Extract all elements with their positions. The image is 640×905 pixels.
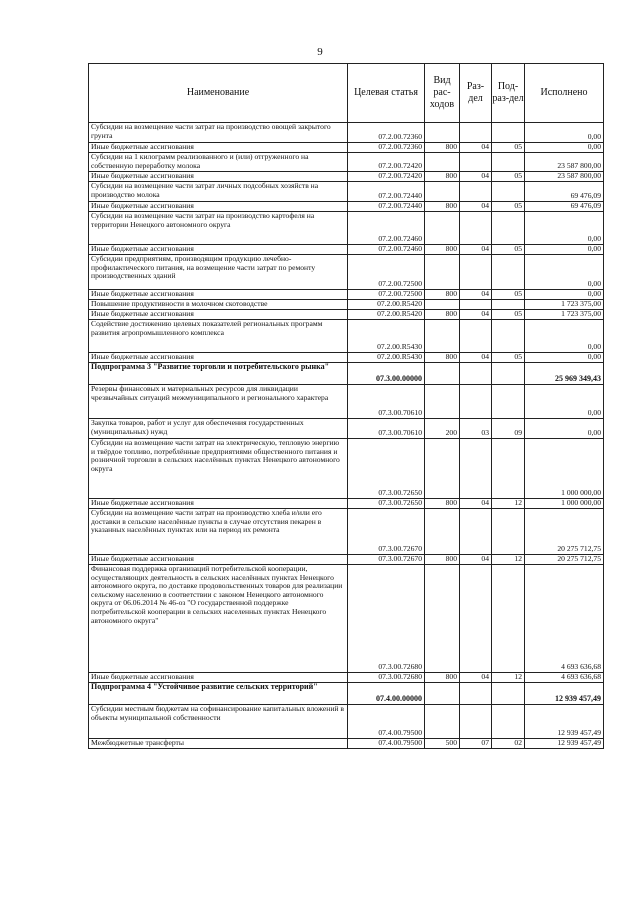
table-row <box>89 172 604 182</box>
row-target-article: 07.2.00.72420 <box>348 172 425 182</box>
row-expense-type: 200 <box>425 419 460 439</box>
table-row <box>89 153 604 172</box>
row-section: 04 <box>460 202 492 212</box>
table-row <box>89 555 604 565</box>
row-section: 04 <box>460 555 492 565</box>
row-subsection: 05 <box>492 310 525 320</box>
table-row <box>89 673 604 683</box>
row-name: Субсидии местным бюджетам на софинансирование капитальных вложений в объекты муниципальной собственности <box>89 705 348 739</box>
row-executed: 1 000 000,00 <box>525 499 604 509</box>
row-executed: 0,00 <box>525 123 604 143</box>
row-section <box>460 385 492 419</box>
row-section <box>460 182 492 202</box>
row-name: Субсидии на 1 килограмм реализованного и (или) отгруженного на собственную переработку молока <box>89 153 348 172</box>
row-name: Иные бюджетные ассигнования <box>89 202 348 212</box>
row-subsection <box>492 320 525 353</box>
row-name: Субсидии на возмещение части затрат на производство овощей закрытого грунта <box>89 123 348 143</box>
row-section <box>460 153 492 172</box>
row-executed: 1 723 375,00 <box>525 310 604 320</box>
row-executed: 69 476,09 <box>525 202 604 212</box>
row-target-article: 07.3.00.72670 <box>348 555 425 565</box>
row-expense-type: 800 <box>425 202 460 212</box>
row-name: Повышение продуктивности в молочном скотоводстве <box>89 300 348 310</box>
row-section: 04 <box>460 290 492 300</box>
row-executed: 0,00 <box>525 353 604 363</box>
row-target-article: 07.2.00.72360 <box>348 123 425 143</box>
row-expense-type <box>425 182 460 202</box>
row-target-article: 07.2.00.R5430 <box>348 353 425 363</box>
row-section <box>460 320 492 353</box>
row-expense-type: 800 <box>425 143 460 153</box>
row-expense-type <box>425 320 460 353</box>
row-section: 07 <box>460 739 492 749</box>
row-expense-type: 800 <box>425 499 460 509</box>
row-name: Закупка товаров, работ и услуг для обеспечения государственных (муниципальных) нужд <box>89 419 348 439</box>
row-target-article: 07.4.00.00000 <box>348 683 425 705</box>
row-name: Подпрограмма 3 "Развитие торговли и потребительского рынка" <box>89 363 348 385</box>
table-row <box>89 300 604 310</box>
row-target-article: 07.2.00.72360 <box>348 143 425 153</box>
row-target-article: 07.4.00.79500 <box>348 705 425 739</box>
row-subsection <box>492 363 525 385</box>
row-executed: 12 939 457,49 <box>525 683 604 705</box>
row-subsection <box>492 153 525 172</box>
row-section: 04 <box>460 499 492 509</box>
row-expense-type <box>425 705 460 739</box>
row-expense-type: 800 <box>425 290 460 300</box>
table-row <box>89 290 604 300</box>
row-subsection: 05 <box>492 245 525 255</box>
row-executed: 0,00 <box>525 290 604 300</box>
header-expense-type: Вид рас-ходов <box>425 64 460 123</box>
row-name: Иные бюджетные ассигнования <box>89 310 348 320</box>
row-executed: 0,00 <box>525 212 604 245</box>
row-executed: 20 275 712,75 <box>525 555 604 565</box>
row-expense-type: 500 <box>425 739 460 749</box>
row-executed: 1 723 375,00 <box>525 300 604 310</box>
row-target-article: 07.3.00.72650 <box>348 439 425 499</box>
row-executed: 1 000 000,00 <box>525 439 604 499</box>
row-subsection <box>492 385 525 419</box>
row-name: Иные бюджетные ассигнования <box>89 555 348 565</box>
row-section: 04 <box>460 245 492 255</box>
row-target-article: 07.3.00.72680 <box>348 673 425 683</box>
row-target-article: 07.3.00.72680 <box>348 565 425 673</box>
row-target-article: 07.2.00.72500 <box>348 290 425 300</box>
row-executed: 4 693 636,68 <box>525 565 604 673</box>
table-row <box>89 123 604 143</box>
row-target-article: 07.2.00.72460 <box>348 245 425 255</box>
table-row <box>89 143 604 153</box>
row-name: Иные бюджетные ассигнования <box>89 245 348 255</box>
row-section <box>460 123 492 143</box>
row-section <box>460 565 492 673</box>
row-executed: 23 587 800,00 <box>525 172 604 182</box>
row-executed: 0,00 <box>525 245 604 255</box>
table-body <box>89 123 604 749</box>
table-row <box>89 202 604 212</box>
row-target-article: 07.2.00.72440 <box>348 202 425 212</box>
row-expense-type: 800 <box>425 555 460 565</box>
row-section <box>460 683 492 705</box>
row-subsection: 02 <box>492 739 525 749</box>
row-expense-type <box>425 300 460 310</box>
row-executed: 0,00 <box>525 385 604 419</box>
row-expense-type: 800 <box>425 353 460 363</box>
row-name: Субсидии на возмещение части затрат личных подсобных хозяйств на производство молока <box>89 182 348 202</box>
table-row <box>89 499 604 509</box>
table-row <box>89 353 604 363</box>
row-executed: 4 693 636,68 <box>525 673 604 683</box>
row-executed: 0,00 <box>525 143 604 153</box>
row-subsection <box>492 255 525 290</box>
page-number: 9 <box>317 46 323 58</box>
row-subsection <box>492 182 525 202</box>
row-subsection <box>492 509 525 555</box>
row-section: 04 <box>460 673 492 683</box>
row-section: 04 <box>460 353 492 363</box>
row-subsection <box>492 705 525 739</box>
row-executed: 0,00 <box>525 320 604 353</box>
table-row <box>89 419 604 439</box>
row-name: Иные бюджетные ассигнования <box>89 499 348 509</box>
row-executed: 20 275 712,75 <box>525 509 604 555</box>
row-expense-type <box>425 439 460 499</box>
row-subsection: 12 <box>492 673 525 683</box>
row-section <box>460 439 492 499</box>
row-subsection: 05 <box>492 353 525 363</box>
row-target-article: 07.3.00.00000 <box>348 363 425 385</box>
table-row <box>89 182 604 202</box>
table-row <box>89 245 604 255</box>
row-expense-type <box>425 123 460 143</box>
row-name: Субсидии на возмещение части затрат на производство хлеба и/или его доставки в сельские населённые пункты в случае отсутствия пекарен в указанных населённых пунктах или на период их ремонта <box>89 509 348 555</box>
row-executed: 0,00 <box>525 255 604 290</box>
row-target-article: 07.3.00.72670 <box>348 509 425 555</box>
row-subsection: 12 <box>492 555 525 565</box>
table-row <box>89 683 604 705</box>
row-name: Содействие достижению целевых показателей региональных программ развития агропромышленного комплекса <box>89 320 348 353</box>
row-section <box>460 300 492 310</box>
row-expense-type <box>425 212 460 245</box>
row-name: Финансовая поддержка организаций потребительской кооперации, осуществляющих деятельность в сельских населённых пунктах Ненецкого автономного округа, по доставке продовольственных товаров для реализации сельскому населению в соответствии с законом Ненецкого автономного округа от 06.06.2014 № 46-оз "О государственной поддержке потребительской кооперации в сельских населенных пунктах Ненецкого автономного округа" <box>89 565 348 673</box>
row-expense-type <box>425 255 460 290</box>
row-subsection <box>492 683 525 705</box>
table-header-row <box>89 64 604 123</box>
table-row <box>89 363 604 385</box>
row-section: 04 <box>460 143 492 153</box>
row-expense-type: 800 <box>425 245 460 255</box>
row-executed: 23 587 800,00 <box>525 153 604 172</box>
row-name: Межбюджетные трансферты <box>89 739 348 749</box>
row-section: 03 <box>460 419 492 439</box>
row-expense-type <box>425 683 460 705</box>
row-executed: 12 939 457,49 <box>525 705 604 739</box>
row-executed: 12 939 457,49 <box>525 739 604 749</box>
row-target-article: 07.3.00.70610 <box>348 419 425 439</box>
row-section: 04 <box>460 172 492 182</box>
row-target-article: 07.2.00.72440 <box>348 182 425 202</box>
row-name: Иные бюджетные ассигнования <box>89 353 348 363</box>
row-executed: 0,00 <box>525 419 604 439</box>
row-target-article: 07.2.00.R5420 <box>348 310 425 320</box>
row-executed: 69 476,09 <box>525 182 604 202</box>
row-executed: 25 969 349,43 <box>525 363 604 385</box>
row-name: Иные бюджетные ассигнования <box>89 673 348 683</box>
row-expense-type <box>425 385 460 419</box>
row-name: Иные бюджетные ассигнования <box>89 290 348 300</box>
table-row <box>89 739 604 749</box>
row-expense-type <box>425 153 460 172</box>
row-expense-type: 800 <box>425 310 460 320</box>
row-expense-type <box>425 363 460 385</box>
row-subsection <box>492 212 525 245</box>
table-row <box>89 212 604 245</box>
table-row <box>89 439 604 499</box>
header-name: Наименование <box>89 64 348 123</box>
table-row <box>89 255 604 290</box>
row-subsection: 05 <box>492 143 525 153</box>
header-section: Раз-дел <box>460 64 492 123</box>
row-section: 04 <box>460 310 492 320</box>
row-target-article: 07.2.00.72460 <box>348 212 425 245</box>
row-section <box>460 509 492 555</box>
table-row <box>89 310 604 320</box>
row-name: Субсидии на возмещение части затрат на электрическую, тепловую энергию и твёрдое топливо, потреблённые предприятиями общественного питания и розничной торговли в сельских населённых пунктах Ненецкого автономного округа <box>89 439 348 499</box>
table-row <box>89 705 604 739</box>
row-section <box>460 212 492 245</box>
row-subsection <box>492 565 525 673</box>
row-target-article: 07.3.00.72650 <box>348 499 425 509</box>
row-expense-type: 800 <box>425 172 460 182</box>
header-executed: Исполнено <box>525 64 604 123</box>
row-subsection <box>492 123 525 143</box>
row-section <box>460 705 492 739</box>
row-name: Иные бюджетные ассигнования <box>89 172 348 182</box>
row-name: Иные бюджетные ассигнования <box>89 143 348 153</box>
header-target-article: Целевая статья <box>348 64 425 123</box>
table-row <box>89 385 604 419</box>
row-section <box>460 363 492 385</box>
row-expense-type: 800 <box>425 673 460 683</box>
row-name: Резервы финансовых и материальных ресурсов для ликвидации чрезвычайных ситуаций межмуниципального и регионального характера <box>89 385 348 419</box>
row-subsection <box>492 439 525 499</box>
row-subsection: 05 <box>492 172 525 182</box>
row-subsection <box>492 300 525 310</box>
row-expense-type <box>425 565 460 673</box>
row-expense-type <box>425 509 460 555</box>
header-subsection: Под-раз-дел <box>492 64 525 123</box>
row-subsection: 09 <box>492 419 525 439</box>
row-subsection: 05 <box>492 202 525 212</box>
table-row <box>89 320 604 353</box>
row-name: Субсидии предприятиям, производящим продукцию лечебно-профилактического питания, на возмещение части затрат по ремонту производственных зданий <box>89 255 348 290</box>
table-row <box>89 565 604 673</box>
table-row <box>89 509 604 555</box>
row-target-article: 07.3.00.70610 <box>348 385 425 419</box>
row-section <box>460 255 492 290</box>
row-name: Подпрограмма 4 "Устойчивое развитие сельских территорий" <box>89 683 348 705</box>
row-subsection: 05 <box>492 290 525 300</box>
row-target-article: 07.2.00.72420 <box>348 153 425 172</box>
row-target-article: 07.4.00.79500 <box>348 739 425 749</box>
row-name: Субсидии на возмещение части затрат на производство картофеля на территории Ненецкого автономного округа <box>89 212 348 245</box>
row-target-article: 07.2.00.R5430 <box>348 320 425 353</box>
row-subsection: 12 <box>492 499 525 509</box>
budget-execution-table <box>88 63 604 749</box>
row-target-article: 07.2.00.72500 <box>348 255 425 290</box>
row-target-article: 07.2.00.R5420 <box>348 300 425 310</box>
